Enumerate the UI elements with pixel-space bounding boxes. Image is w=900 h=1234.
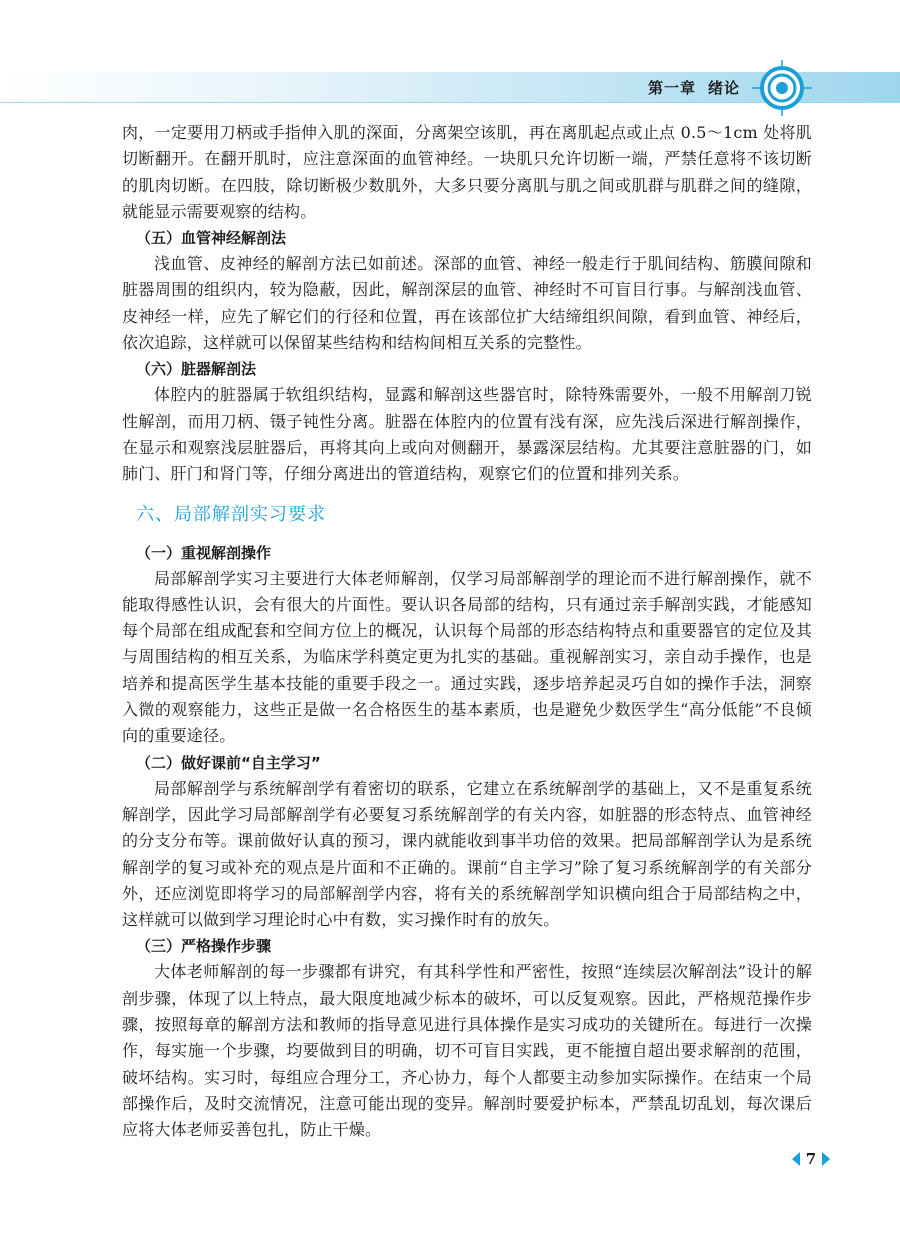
subheading-vessel-nerve: （五）血管神经解剖法 — [136, 229, 287, 248]
page-number-marker — [789, 1148, 833, 1170]
paragraph-intro: 肉，一定要用刀柄或手指伸入肌的深面，分离架空该肌，再在离肌起点或止点 0.5～1cm 处将肌切断翻开。在翻开肌时，应注意深面的血管神经。一块肌只允许切断一端，严禁任意将不该切断的肌肉切断。在四肢，除切断极少数肌外，大多只要分离肌与肌之间或肌群与肌群之间的缝隙，就能显示需要观察的结构。 — [122, 123, 812, 221]
right-triangle-icon — [822, 1152, 830, 1166]
page-number: 7 — [805, 1150, 817, 1168]
chapter-title: 绪论 — [708, 79, 741, 97]
chapter-number: 第一章 — [648, 79, 697, 97]
paragraph-self-study: 局部解剖学与系统解剖学有着密切的联系，它建立在系统解剖学的基础上，又不是重复系统解剖学，因此学习局部解剖学有必要复习系统解剖学的有关内容，如脏器的形态特点、血管神经的分支分布等。课前做好认真的预习，课内就能收到事半功倍的效果。把局部解剖学认为是系统解剖学的复习或补充的观点是片面和不正确的。课前“自主学习”除了复习系统解剖学的有关部分外，还应浏览即将学习的局部解剖学内容，将有关的系统解剖学知识横向组合于局部结构之中，这样就可以做到学习理论时心中有数，实习操作时有的放矢。 — [122, 778, 812, 930]
paragraph-steps: 大体老师解剖的每一步骤都有讲究，有其科学性和严密性，按照“连续层次解剖法”设计的解剖步骤，体现了以上特点，最大限度地减少标本的破坏，可以反复观察。因此，严格规范操作步骤，按照每章的解剖方法和教师的指导意见进行具体操作是实习成功的关键所在。每进行一次操作，每实施一个步骤，均要做到目的明确，切不可盲目实践，更不能擅自超出要求解剖的范围，破坏结构。实习时，每组应合理分工，齐心协力，每个人都要主动参加实际操作。在结束一个局部操作后，及时交流情况，注意可能出现的变异。解剖时要爱护标本，严禁乱切乱划，每次课后应将大体老师妥善包扎，防止干燥。 — [122, 962, 812, 1140]
chapter-heading — [648, 77, 752, 98]
subheading-organ: （六）脏器解剖法 — [136, 360, 257, 379]
section-heading: 六、局部解剖实习要求 — [136, 503, 326, 525]
subheading-steps: （三）严格操作步骤 — [136, 937, 272, 956]
paragraph-vessel-nerve: 浅血管、皮神经的解剖方法已如前述。深部的血管、神经一般走行于肌间结构、筋膜间隙和脏器周围的组织内，较为隐蔽，因此，解剖深层的血管、神经时不可盲目行事。与解剖浅血管、皮神经一样，应先了解它们的行径和位置，再在该部位扩大结缔组织间隙，看到血管、神经后，依次追踪，这样就可以保留某些结构和结构间相互关系的完整性。 — [122, 254, 812, 353]
left-triangle-icon — [792, 1152, 800, 1166]
target-icon — [752, 60, 812, 116]
subheading-self-study: （二）做好课前“自主学习” — [136, 753, 321, 772]
page-body — [122, 120, 812, 1144]
paragraph-operation: 局部解剖学实习主要进行大体老师解剖，仅学习局部解剖学的理论而不进行解剖操作，就不能取得感性认识，会有很大的片面性。要认识各局部的结构，只有通过亲手解剖实践，才能感知每个局部在组成配套和空间方位上的概况，认识每个局部的形态结构特点和重要器官的定位及其与周围结构的相互关系，为临床学科奠定更为扎实的基础。重视解剖实习，亲自动手操作，也是培养和提高医学生基本技能的重要手段之一。通过实践，逐步培养起灵巧自如的操作手法，洞察入微的观察能力，这些正是做一名合格医生的基本素质，也是避免少数医学生“高分低能”不良倾向的重要途径。 — [122, 568, 812, 746]
subheading-operation: （一）重视解剖操作 — [136, 543, 272, 562]
paragraph-organ: 体腔内的脏器属于软组织结构，显露和解剖这些器官时，除特殊需要外，一般不用解剖刀锐性解剖，而用刀柄、镊子钝性分离。脏器在体腔内的位置有浅有深，应先浅后深进行解剖操作，在显示和观察浅层脏器后，再将其向上或向对侧翻开，暴露深层结构。尤其要注意脏器的门，如肺门、肝门和肾门等，仔细分离进出的管道结构，观察它们的位置和排列关系。 — [122, 385, 812, 484]
